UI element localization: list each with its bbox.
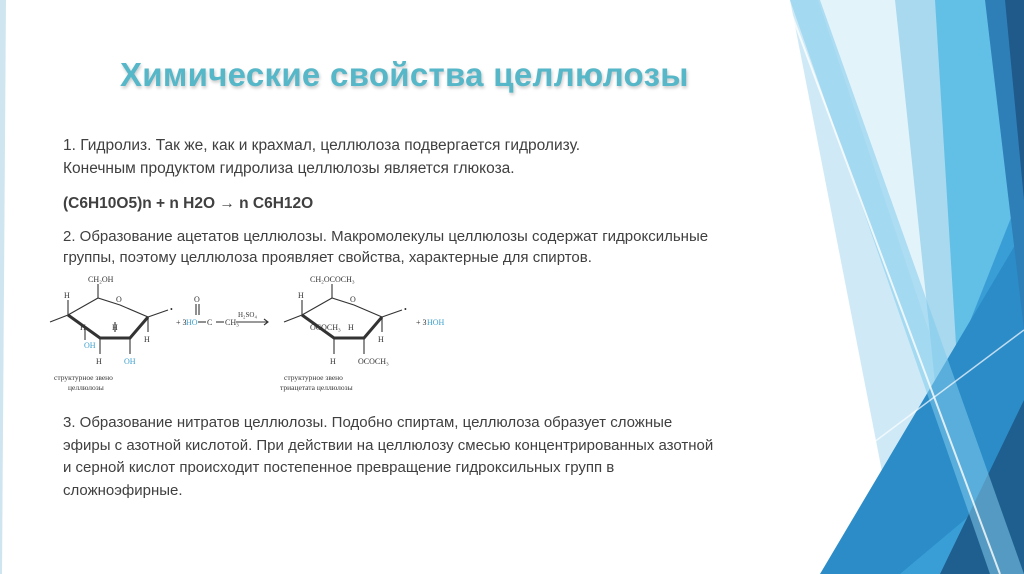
h-label: H — [96, 357, 102, 366]
h-label: H — [330, 357, 336, 366]
h-label: H — [80, 323, 86, 332]
slide-title: Химические свойства целлюлозы — [120, 56, 689, 93]
paragraph-line: сложноэфирные. — [63, 481, 183, 499]
h-label: H — [348, 323, 354, 332]
paragraph-line: Конечным продуктом гидролиза целлюлозы является глюкоза. — [63, 160, 515, 177]
paragraph-nitrates — [63, 412, 713, 502]
left-caption-line: целлюлозы — [68, 383, 104, 392]
paragraph-line: эфиры с азотной кислотой. При действии на целлюлозу смесью концентрированных азотной — [63, 436, 714, 454]
h-label: H — [144, 335, 150, 344]
ring-oxygen-label: O — [116, 295, 122, 304]
catalyst-label: H₂SO₄ — [238, 311, 257, 319]
paragraph-line: 2. Образование ацетатов целлюлозы. Макромолекулы целлюлозы содержат гидроксильные — [63, 228, 709, 245]
reagent-ho: HO — [186, 318, 198, 327]
product-hoh: HOH — [427, 318, 445, 327]
h-label: H — [298, 291, 304, 300]
ring-oxygen-label: O — [350, 295, 356, 304]
h-label: H — [112, 323, 118, 332]
left-ch2oh-label: CH₂OH — [88, 275, 114, 284]
oh-label: OH — [124, 357, 136, 366]
ococh3-label: OCOCH₃ — [358, 357, 389, 366]
paragraph-acetates — [63, 226, 708, 268]
paragraph-line: 1. Гидролиз. Так же, как и крахмал, целлюлоза подвергается гидролизу. — [63, 137, 581, 154]
paragraph-line: 3. Образование нитратов целлюлозы. Подобно спиртам, целлюлоза образует сложные — [63, 414, 673, 431]
bond-dot: • — [170, 305, 173, 314]
ococh3-label: OCOCH₃ — [310, 323, 341, 332]
reagent-ch3: CH₃ — [225, 318, 239, 327]
reagent-coefficient: + 3 — [176, 318, 187, 327]
right-caption-line: триацетата целлюлозы — [280, 383, 353, 392]
h-label: H — [378, 335, 384, 344]
right-ch2-label: CH₂OCOCH₃ — [310, 275, 355, 284]
product-coefficient: + 3 — [416, 318, 427, 327]
right-caption-line: структурное звено — [284, 373, 343, 382]
paragraph-line: и серной кислот происходит постепенное превращение гидроксильных групп в — [63, 459, 615, 476]
reagent-oxygen: O — [194, 295, 200, 304]
reagent-c: C — [207, 318, 213, 327]
paragraph-line: группы, поэтому целлюлоза проявляет свойства, характерные для спиртов. — [63, 249, 592, 266]
left-caption-line: структурное звено — [54, 373, 113, 382]
acetylation-reaction-diagram — [40, 270, 460, 400]
hydrolysis-formula: (C6H10O5)n + n H2O → n C6H12O — [63, 195, 314, 212]
bond-dot: • — [404, 305, 407, 314]
oh-label: OH — [84, 341, 96, 350]
paragraph-hydrolysis — [63, 134, 580, 180]
h-label: H — [64, 291, 70, 300]
